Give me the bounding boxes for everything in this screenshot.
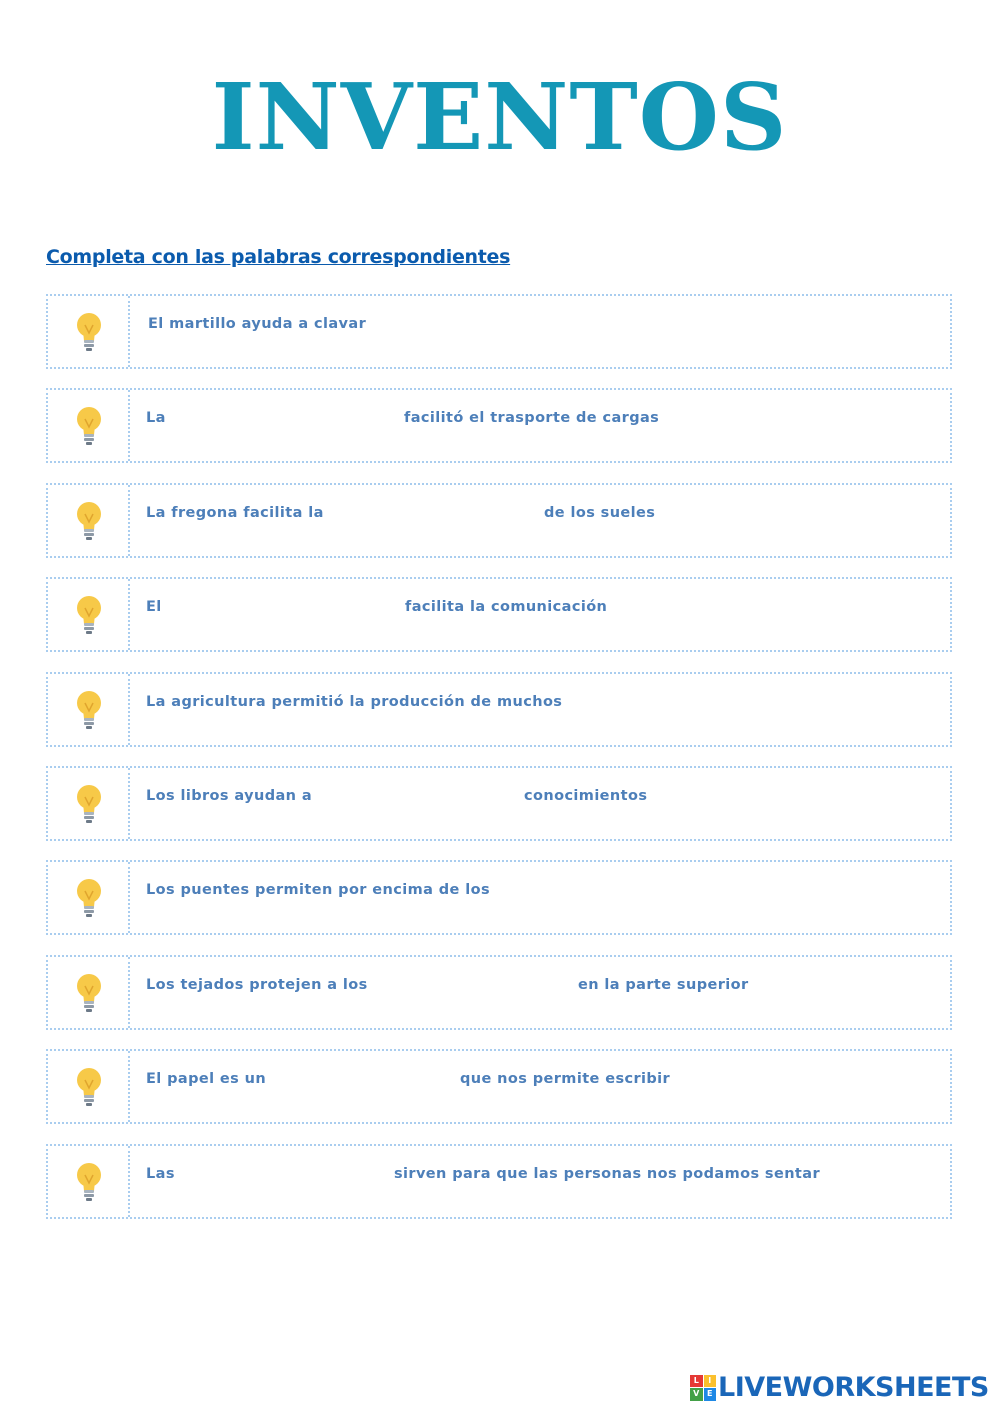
sentence-part: Las [146, 1165, 175, 1182]
lightbulb-icon [74, 783, 104, 825]
icon-cell [48, 1051, 130, 1122]
badge-letter: L [690, 1375, 703, 1388]
sentence-part: El papel es un [146, 1071, 267, 1088]
exercise-row-1 [46, 294, 952, 369]
sentence-part: sirven para que las personas nos podamos sentar [394, 1165, 820, 1182]
exercise-list [46, 294, 952, 1238]
sentence-part: facilitó el trasporte de cargas [404, 410, 660, 427]
icon-cell [48, 768, 130, 839]
sentence-part: que nos permite escribir [460, 1071, 671, 1088]
icon-cell [48, 390, 130, 461]
instruction-heading: Completa con las palabras correspondientes [46, 246, 511, 268]
exercise-row-5 [46, 672, 952, 747]
exercise-row-7 [46, 860, 952, 935]
badge-letter: I [704, 1375, 717, 1388]
sentence-part: Los tejados protejen a los [146, 976, 368, 993]
sentence-part: La agricultura permitió la producción de muchos [146, 693, 563, 710]
icon-cell [48, 579, 130, 650]
sentence-part: El martillo ayuda a clavar [148, 316, 367, 332]
sentence-part: Los puentes permiten por encima de los [146, 882, 490, 899]
liveworksheets-logo [690, 1372, 989, 1403]
sentence-part: de los sueles [544, 504, 656, 521]
sentence-part: La fregona facilita la [146, 504, 324, 521]
lightbulb-icon [74, 877, 104, 919]
exercise-row-2 [46, 388, 952, 463]
icon-cell [48, 674, 130, 745]
exercise-row-4 [46, 577, 952, 652]
sentence-part: La [146, 410, 166, 427]
lightbulb-icon [74, 594, 104, 636]
icon-cell [48, 485, 130, 556]
exercise-row-8 [46, 955, 952, 1030]
badge-letter: V [690, 1388, 703, 1401]
live-badge-icon [690, 1375, 716, 1401]
exercise-row-9 [46, 1049, 952, 1124]
exercise-row-10 [46, 1144, 952, 1219]
sentence-part: Los libros ayudan a [146, 787, 313, 804]
exercise-row-3 [46, 483, 952, 558]
badge-letter: E [704, 1388, 717, 1401]
exercise-row-6 [46, 766, 952, 841]
page-title: INVENTOS [211, 63, 788, 171]
lightbulb-icon [74, 689, 104, 731]
icon-cell [48, 296, 130, 367]
sentence-part: en la parte superior [578, 976, 749, 993]
brand-name: LIVEWORKSHEETS [718, 1372, 989, 1403]
lightbulb-icon [74, 500, 104, 542]
lightbulb-icon [74, 311, 104, 353]
lightbulb-icon [74, 1066, 104, 1108]
sentence-part: conocimientos [524, 787, 648, 804]
sentence-part: facilita la comunicación [405, 599, 608, 616]
icon-cell [48, 957, 130, 1028]
sentence-part: El [146, 599, 162, 616]
lightbulb-icon [74, 972, 104, 1014]
icon-cell [48, 1146, 130, 1217]
icon-cell [48, 862, 130, 933]
lightbulb-icon [74, 1161, 104, 1203]
lightbulb-icon [74, 405, 104, 447]
